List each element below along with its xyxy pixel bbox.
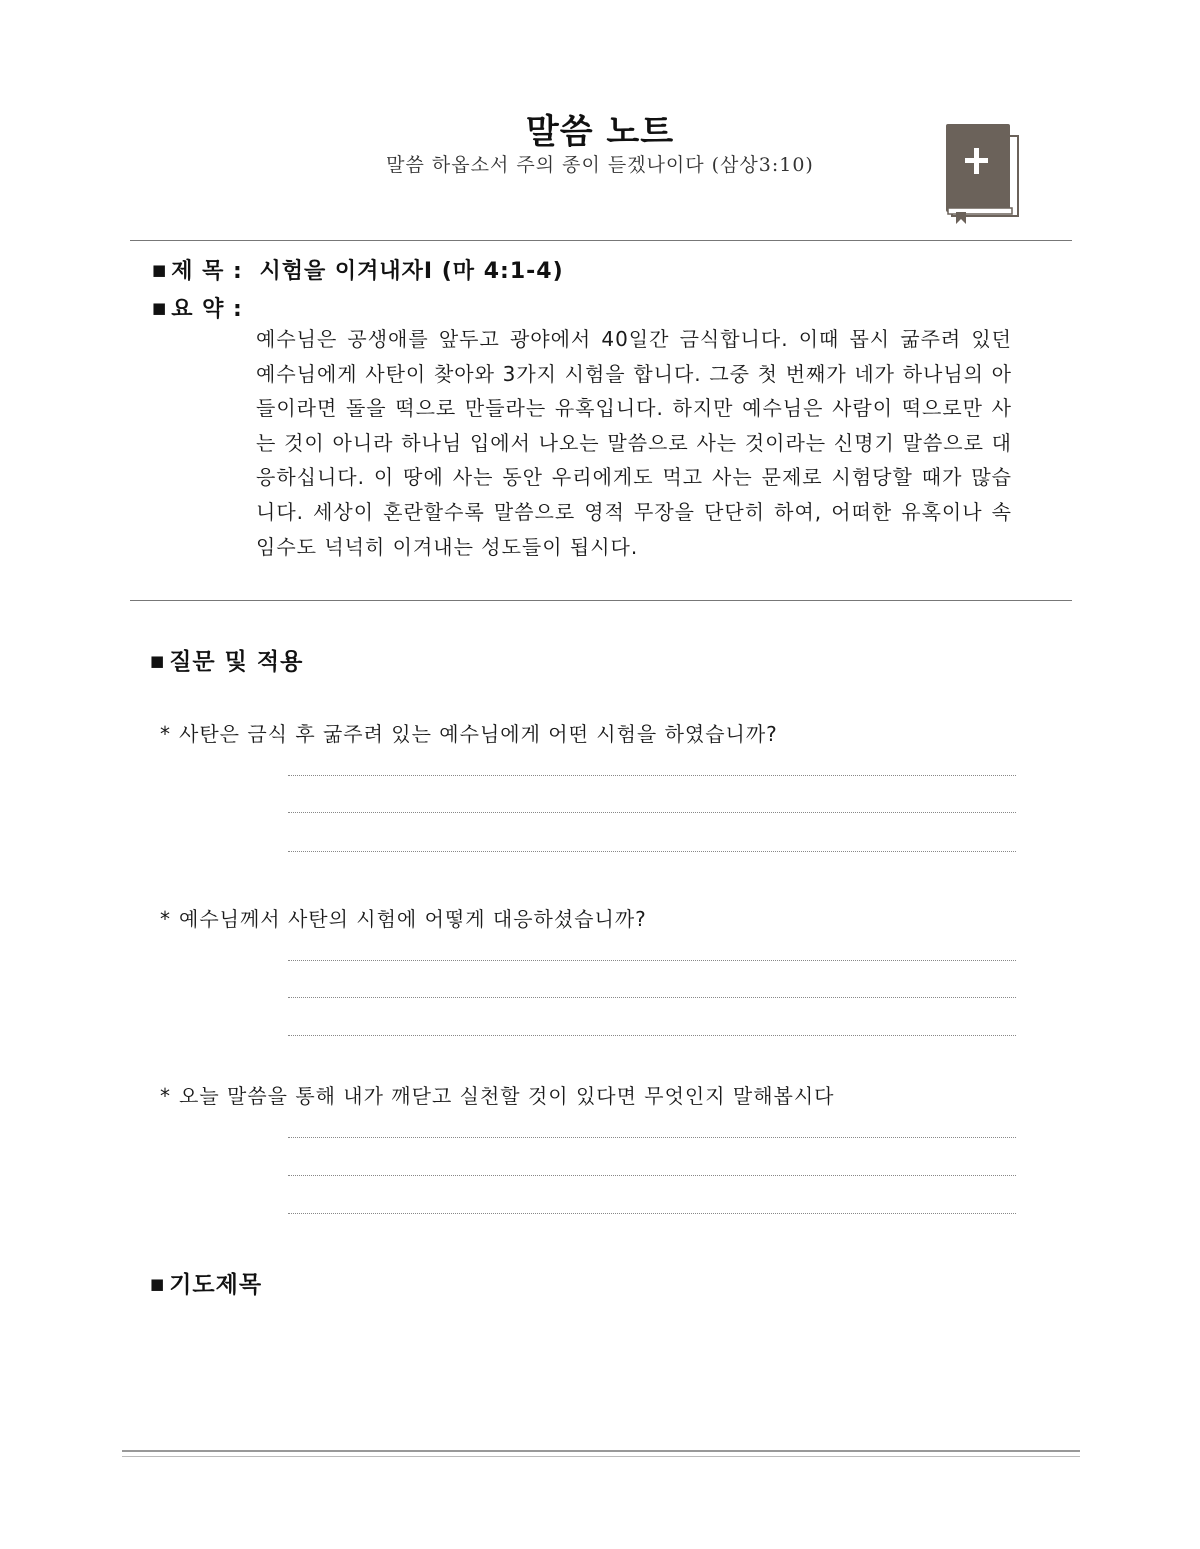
answer-line-3-3[interactable]: [288, 1213, 1016, 1214]
answer-line-3-2[interactable]: [288, 1175, 1016, 1176]
square-bullet-icon: ■: [150, 1275, 166, 1293]
answer-line-1-2[interactable]: [288, 812, 1016, 813]
questions-heading-row: [150, 643, 303, 676]
page-title: 말씀 노트: [525, 112, 675, 152]
answer-line-1-3[interactable]: [288, 851, 1016, 852]
question-marker: *: [160, 907, 171, 931]
square-bullet-icon: ■: [152, 299, 168, 317]
question-text: 오늘 말씀을 통해 내가 깨닫고 실천할 것이 있다면 무엇인지 말해봅시다: [179, 1084, 835, 1108]
answer-line-3-1[interactable]: [288, 1137, 1016, 1138]
square-bullet-icon: ■: [152, 261, 168, 279]
question-2: [160, 903, 647, 932]
answer-line-2-3[interactable]: [288, 1035, 1016, 1036]
header-divider: [130, 240, 1072, 241]
sermon-title-label: 제 목 :: [171, 259, 243, 284]
prayer-heading-row: [150, 1266, 262, 1299]
question-3: [160, 1080, 835, 1109]
question-1: [160, 718, 778, 747]
sermon-title-value: 시험을 이겨내자Ⅰ (마 4:1-4): [259, 259, 564, 284]
footer-divider: [122, 1450, 1080, 1457]
question-text: 예수님께서 사탄의 시험에 어떻게 대응하셨습니까?: [179, 907, 647, 931]
question-marker: *: [160, 1084, 171, 1108]
bible-icon: [940, 122, 1020, 226]
square-bullet-icon: ■: [150, 652, 166, 670]
question-marker: *: [160, 722, 171, 746]
answer-line-2-2[interactable]: [288, 997, 1016, 998]
questions-heading: 질문 및 적용: [169, 649, 304, 675]
summary-divider: [130, 600, 1072, 601]
page-subtitle: 말씀 하옵소서 주의 종이 듣겠나이다 (삼상3:10): [386, 154, 814, 176]
summary-label-row: [152, 292, 243, 323]
prayer-heading: 기도제목: [169, 1272, 263, 1298]
answer-line-2-1[interactable]: [288, 960, 1016, 961]
summary-text: 예수님은 공생애를 앞두고 광야에서 40일간 금식합니다. 이때 몹시 굶주려 있던 예수님에게 사탄이 찾아와 3가지 시험을 합니다. 그중 첫 번째가 네가 하나님의 아들이라면 돌을 떡으로 만들라는 유혹입니다. 하지만 예수님은 사람이 떡으로만 사는 것이 아니라 하나님 입에서 나오는 말씀으로 사는 것이라는 신명기 말씀으로 대응하십니다. 이 땅에 사는 동안 우리에게도 먹고 사는 문제로 시험당할 때가 많습니다. 세상이 혼란할수록 말씀으로 영적 무장을 단단히 하여, 어떠한 유혹이나 속임수도 넉넉히 이겨내는 성도들이 됩시다.: [256, 327, 1012, 559]
summary-label: 요 약 :: [171, 297, 243, 322]
question-text: 사탄은 금식 후 굶주려 있는 예수님에게 어떤 시험을 하였습니까?: [179, 722, 778, 746]
answer-line-1-1[interactable]: [288, 775, 1016, 776]
sermon-title-row: [152, 254, 564, 285]
